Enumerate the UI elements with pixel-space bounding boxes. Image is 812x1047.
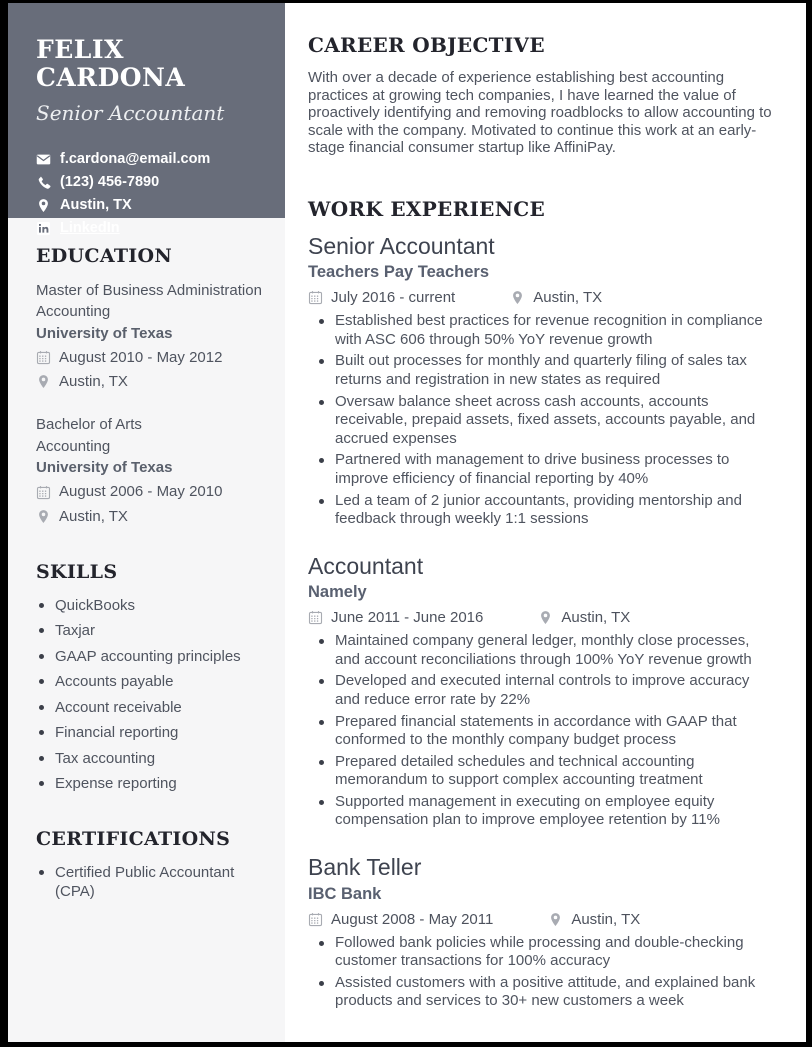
job-bullets bbox=[308, 312, 774, 529]
skill-item: GAAP accounting principles bbox=[36, 647, 265, 667]
job-dates bbox=[308, 911, 493, 928]
company-name: IBC Bank bbox=[308, 884, 382, 903]
job-meta-row bbox=[308, 609, 774, 626]
skills-list bbox=[36, 596, 265, 794]
certifications-section bbox=[36, 828, 265, 902]
job-title: Bank Teller bbox=[308, 854, 422, 881]
bullet-item: Prepared financial statements in accordance with GAAP that conformed to the monthly company budget process bbox=[308, 713, 774, 750]
job-bullets bbox=[308, 632, 774, 830]
dates-text: August 2008 - May 2011 bbox=[331, 910, 494, 928]
location-icon bbox=[510, 290, 525, 305]
job-title: Senior Accountant bbox=[308, 232, 495, 259]
location-icon bbox=[538, 610, 553, 625]
education-dates bbox=[36, 347, 265, 368]
company-name: Namely bbox=[308, 583, 367, 602]
person-title: Senior Accountant bbox=[36, 101, 225, 125]
job-dates bbox=[308, 289, 455, 306]
bullet-item: Maintained company general ledger, monthly close processes, and account reconciliations through 100% YoY revenue growth bbox=[308, 632, 774, 669]
bullet-item: Led a team of 2 junior accountants, providing mentorship and feedback through weekly 1:1 sessions bbox=[308, 492, 774, 529]
work-experience-section bbox=[308, 197, 774, 1011]
calendar-icon bbox=[36, 485, 51, 500]
job-meta-row bbox=[308, 911, 774, 928]
email-text: f.cardona@email.com bbox=[60, 151, 211, 167]
bullet-item: Developed and executed internal controls to improve accuracy and reduce error rate by 22% bbox=[308, 672, 774, 709]
job-bullets bbox=[308, 934, 774, 1011]
dates-text: August 2006 - May 2010 bbox=[59, 483, 223, 501]
work-experience-heading: WORK EXPERIENCE bbox=[308, 196, 546, 221]
education-heading: EDUCATION bbox=[36, 245, 172, 267]
job-meta-row bbox=[308, 289, 774, 306]
skill-item: Taxjar bbox=[36, 621, 265, 641]
location-text: Austin, TX bbox=[561, 609, 631, 627]
skill-item: Tax accounting bbox=[36, 749, 265, 769]
bullet-item: Built out processes for monthly and quarterly filing of sales tax returns and registration in new states as required bbox=[308, 352, 774, 389]
certifications-list bbox=[36, 863, 265, 902]
education-dates bbox=[36, 481, 265, 502]
career-objective-section bbox=[308, 33, 774, 157]
bullet-item: Assisted customers with a positive attitude, and explained bank products and services to 30+ new customers a week bbox=[308, 974, 774, 1011]
calendar-icon bbox=[308, 912, 323, 927]
field-of-study: Accounting bbox=[36, 437, 111, 455]
location-text: Austin, TX bbox=[59, 373, 128, 391]
career-objective-heading: CAREER OBJECTIVE bbox=[308, 33, 545, 57]
email-icon bbox=[36, 152, 51, 167]
bullet-item: Oversaw balance sheet across cash accounts, accounts receivable, prepaid assets, fixed assets, accounts payable, and accrued expenses bbox=[308, 393, 774, 449]
skill-item: Expense reporting bbox=[36, 774, 265, 794]
main-column bbox=[285, 3, 806, 1042]
location-icon bbox=[36, 198, 51, 213]
calendar-icon bbox=[308, 290, 323, 305]
school: University of Texas bbox=[36, 459, 173, 477]
certification-item: Certified Public Accountant (CPA) bbox=[36, 863, 265, 902]
field-of-study: Accounting bbox=[36, 303, 111, 321]
job-title: Accountant bbox=[308, 552, 424, 579]
education-section bbox=[36, 245, 265, 527]
linkedin-link[interactable]: LinkedIn bbox=[60, 220, 120, 236]
bullet-item: Prepared detailed schedules and technical accounting memorandum to support complex accounting treatment bbox=[308, 753, 774, 790]
job-entry bbox=[308, 854, 774, 1011]
contact-location bbox=[36, 197, 269, 213]
location-text: Austin, TX bbox=[59, 507, 128, 525]
location-icon bbox=[548, 912, 563, 927]
linkedin-icon bbox=[36, 221, 51, 236]
person-name: FELIX CARDONA bbox=[36, 35, 186, 92]
company-name: Teachers Pay Teachers bbox=[308, 263, 490, 282]
sidebar bbox=[8, 3, 285, 1042]
education-location bbox=[36, 371, 265, 392]
degree: Bachelor of Arts bbox=[36, 416, 142, 434]
skill-item: Accounts payable bbox=[36, 672, 265, 692]
job-location bbox=[510, 289, 602, 306]
location-text: Austin, TX bbox=[533, 289, 603, 307]
location-icon bbox=[36, 509, 51, 524]
certifications-heading: CERTIFICATIONS bbox=[36, 827, 231, 850]
dates-text: August 2010 - May 2012 bbox=[59, 348, 223, 366]
career-objective-text: With over a decade of experience establishing best accounting practices at growing tech companies, I have learned the value of proactively identifying and removing roadblocks to allow accounting to scale with the company. Motivated to continue this work at an early-stage financial consumer startup like AffiniPay. bbox=[308, 69, 772, 157]
bullet-item: Partnered with management to drive business processes to improve efficiency of financial reporting by 40% bbox=[308, 451, 774, 488]
job-entry bbox=[308, 233, 774, 529]
header-box bbox=[8, 3, 285, 236]
school: University of Texas bbox=[36, 324, 173, 342]
skills-heading: SKILLS bbox=[36, 560, 118, 583]
phone-icon bbox=[36, 175, 51, 190]
location-text: Austin, TX bbox=[571, 910, 641, 928]
skill-item: Financial reporting bbox=[36, 723, 265, 743]
skills-section bbox=[36, 561, 265, 794]
location-text: Austin, TX bbox=[60, 197, 132, 213]
skill-item: Account receivable bbox=[36, 698, 265, 718]
contact-list bbox=[36, 151, 269, 236]
skill-item: QuickBooks bbox=[36, 596, 265, 616]
job-dates bbox=[308, 609, 483, 626]
bullet-item: Supported management in executing on employee equity compensation plan to improve employee retention by 11% bbox=[308, 793, 774, 830]
job-entry bbox=[308, 553, 774, 830]
job-location bbox=[548, 911, 640, 928]
degree: Master of Business Administration bbox=[36, 282, 262, 299]
contact-linkedin bbox=[36, 220, 269, 236]
dates-text: July 2016 - current bbox=[331, 289, 456, 307]
education-entry bbox=[36, 414, 265, 526]
calendar-icon bbox=[36, 350, 51, 365]
contact-email bbox=[36, 151, 269, 167]
education-location bbox=[36, 506, 265, 527]
phone-text: (123) 456-7890 bbox=[60, 174, 160, 190]
bullet-item: Followed bank policies while processing and double-checking customer transactions for 100% accuracy bbox=[308, 934, 774, 971]
education-entry bbox=[36, 280, 265, 392]
bullet-item: Established best practices for revenue recognition in compliance with ASC 606 through 50% YoY revenue growth bbox=[308, 312, 774, 349]
location-icon bbox=[36, 374, 51, 389]
contact-phone bbox=[36, 174, 269, 190]
sidebar-body bbox=[8, 218, 285, 902]
job-location bbox=[538, 609, 630, 626]
calendar-icon bbox=[308, 610, 323, 625]
dates-text: June 2011 - June 2016 bbox=[331, 609, 484, 627]
